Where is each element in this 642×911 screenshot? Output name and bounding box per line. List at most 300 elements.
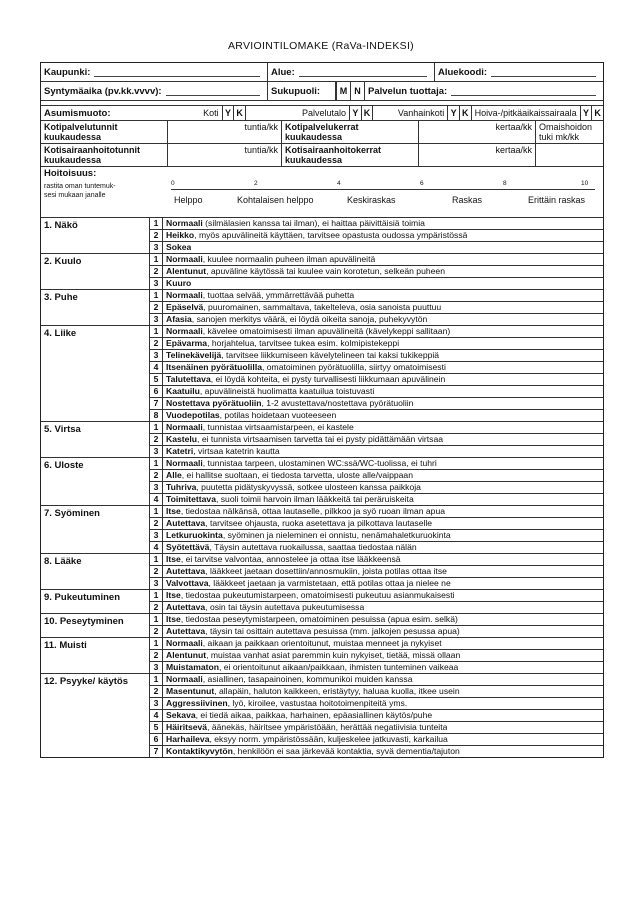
option-text (163, 494, 414, 505)
option-description: , omatoiminen pyörätuolilla, siirtyy omatoimisesti (261, 362, 446, 372)
option-text (163, 458, 437, 469)
category-name: 1. Näkö (41, 218, 150, 253)
option-number[interactable]: 1 (150, 554, 163, 565)
option-keyword: Alentunut (166, 266, 207, 276)
scale-tick: 6 (420, 180, 424, 187)
option-keyword: Sokea (166, 242, 192, 252)
option-row[interactable] (150, 302, 603, 314)
syntymaaika-field[interactable] (166, 87, 260, 96)
option-text (163, 338, 399, 349)
option-row[interactable] (150, 254, 603, 266)
assessment-categories (41, 218, 603, 757)
option-text (163, 722, 447, 733)
hoitoisuus-scale[interactable] (41, 167, 603, 218)
option-description: , suoli toimii harvoin ilman lääkkeitä tai peräruiskeita (215, 494, 414, 504)
koti-y-box[interactable]: Y (222, 106, 235, 120)
option-description: , puutetta pidätyskyvyssä, sotkee ulosteen kanssa paikkoja (196, 482, 421, 492)
option-number[interactable]: 1 (150, 290, 163, 301)
sukupuoli-cell (268, 82, 336, 100)
option-number[interactable]: 3 (150, 530, 163, 541)
palvelun-tuottaja-cell (365, 82, 603, 100)
kotipalvelukerrat-cell (282, 121, 419, 143)
option-keyword: Häiritsevä (166, 722, 208, 732)
option-row[interactable] (150, 362, 603, 374)
option-row[interactable] (150, 638, 603, 650)
option-row[interactable] (150, 734, 603, 746)
birth-row (41, 82, 603, 101)
option-number[interactable]: 3 (150, 242, 163, 253)
option-number[interactable]: 1 (150, 422, 163, 433)
option-description: , ei tiedä aikaa, paikkaa, harhainen, epäasiallinen käytös/puhe (195, 710, 433, 720)
kotipalvelukerrat-unit: kertaa/kk (495, 122, 532, 132)
hoiva-y-box[interactable]: Y (580, 106, 593, 120)
option-description: , ei hallitse suoltaan, ei tiedosta tarvetta, ulostе alle/vaippaan (181, 470, 413, 480)
option-number[interactable]: 2 (150, 434, 163, 445)
option-number[interactable]: 4 (150, 710, 163, 721)
palvelutalo-y-box[interactable]: Y (349, 106, 362, 120)
option-text (163, 326, 450, 337)
option-number[interactable]: 3 (150, 278, 163, 289)
option-number[interactable]: 2 (150, 518, 163, 529)
option-number[interactable]: 3 (150, 578, 163, 589)
option-keyword: Normaali (166, 422, 203, 432)
option-text (163, 590, 455, 601)
category-block (41, 614, 603, 638)
kaupunki-cell (41, 63, 268, 81)
location-row (41, 63, 603, 82)
option-description: , puuromainen, sammaltava, takelteleva, osia sanoista puuttuu (203, 302, 442, 312)
kotisairaanhoitokerrat-value-cell[interactable] (419, 144, 536, 166)
category-block (41, 422, 603, 458)
option-number[interactable]: 3 (150, 446, 163, 457)
option-description: , allapäin, haluton kaikkeen, eristäytyy, haluaa kuolla, itkee usein (214, 686, 460, 696)
option-text (163, 698, 407, 709)
category-block (41, 590, 603, 614)
option-description: , lääkkeet jaetaan ja varmistetaan, että potilas ottaa ja nielee ne (208, 578, 451, 588)
scale-note-2: sesi mukaan janalle (44, 192, 106, 199)
hoiva-label: Hoiva-/pitkäaikaissairaala (474, 108, 577, 118)
scale-tick: 2 (254, 180, 258, 187)
option-row[interactable] (150, 746, 603, 757)
option-number[interactable]: 2 (150, 302, 163, 313)
category-options (150, 218, 603, 253)
option-row[interactable] (150, 218, 603, 230)
omaishoidon-label: Omaishoidon tuki mk/kk (539, 122, 593, 142)
category-name: 11. Muisti (41, 638, 150, 673)
category-options (150, 506, 603, 553)
option-keyword: Autettava (166, 626, 206, 636)
assessment-form (40, 62, 604, 758)
option-keyword: Itse (166, 554, 181, 564)
option-number[interactable]: 1 (150, 590, 163, 601)
option-row[interactable] (150, 290, 603, 302)
option-row[interactable] (150, 650, 603, 662)
option-row[interactable] (150, 518, 603, 530)
option-row[interactable] (150, 230, 603, 242)
option-description: , lyö, kiroilee, vastustaa hoitotoimenpiteitä yms. (227, 698, 408, 708)
option-keyword: Masentunut (166, 686, 215, 696)
kotipalvelu-row (41, 121, 603, 144)
category-block (41, 506, 603, 554)
option-number[interactable]: 5 (150, 722, 163, 733)
category-options (150, 458, 603, 505)
category-options (150, 254, 603, 289)
option-keyword: Normaali (166, 638, 203, 648)
option-text (163, 422, 354, 433)
option-row[interactable] (150, 590, 603, 602)
scale-label-kohtalaisen: Kohtalaisen helppo (237, 195, 314, 205)
option-row[interactable] (150, 602, 603, 613)
option-number[interactable]: 2 (150, 626, 163, 637)
option-keyword: Autettava (166, 518, 206, 528)
option-row[interactable] (150, 422, 603, 434)
koti-k-box[interactable]: K (234, 106, 246, 120)
option-row[interactable] (150, 458, 603, 470)
option-row[interactable] (150, 542, 603, 553)
option-text (163, 506, 445, 517)
option-description: , muistaa vanhat asiat paremmin kuin nykyiset, tietää, missä ollaan (206, 650, 461, 660)
option-row[interactable] (150, 674, 603, 686)
palvelutalo-k-box[interactable]: K (362, 106, 374, 120)
koti-label: Koti (203, 108, 219, 118)
option-number[interactable]: 1 (150, 674, 163, 685)
option-text (163, 230, 467, 241)
palvelun-tuottaja-label: Palvelun tuottaja: (368, 85, 448, 97)
option-description: , kävelee omatoimisesti ilman apuvälineitä (kävelykeppi sallitaan) (202, 326, 451, 336)
option-keyword: Itse (166, 506, 181, 516)
option-row[interactable] (150, 722, 603, 734)
option-description: , henkilöön ei saa järkevää kontaktia, syvä dementia/tajuton (232, 746, 460, 756)
option-description: , tiedostaa peseytymistarpeen, omatoiminen pesuissa (apua esim. selkä) (180, 614, 458, 624)
option-description: , ei löydä kohteita, ei pysty turvallisesti liikkumaan apuvälinein (210, 374, 446, 384)
category-name: 9. Pukeutuminen (41, 590, 150, 613)
option-row[interactable] (150, 386, 603, 398)
option-number[interactable]: 1 (150, 254, 163, 265)
alue-label: Alue: (271, 66, 295, 78)
hoitoisuus-label: Hoitoisuus: (44, 168, 97, 179)
option-row[interactable] (150, 338, 603, 350)
sukupuoli-n-box[interactable]: N (351, 82, 365, 100)
option-row[interactable] (150, 314, 603, 325)
category-name: 6. Uloste (41, 458, 150, 505)
option-row[interactable] (150, 374, 603, 386)
option-text (163, 242, 191, 253)
asumismuoto-cell (41, 106, 222, 120)
option-text (163, 710, 432, 721)
syntymaaika-cell (41, 82, 268, 100)
category-options (150, 638, 603, 673)
option-keyword: Normaali (166, 674, 203, 684)
option-keyword: Normaali (166, 254, 203, 264)
option-number[interactable]: 1 (150, 326, 163, 337)
option-keyword: Normaali (166, 218, 203, 228)
category-block (41, 638, 603, 674)
option-row[interactable] (150, 242, 603, 253)
vanhainkoti-y-box[interactable]: Y (447, 106, 460, 120)
kotipalvelukerrat-value-cell[interactable] (419, 121, 536, 143)
category-name: 8. Lääke (41, 554, 150, 589)
option-row[interactable] (150, 530, 603, 542)
option-description: , ei tunnista virtsaamisen tarvetta tai ei pysty pidättämään virtsaa (197, 434, 444, 444)
scale-line[interactable] (171, 189, 595, 190)
option-description: , 1-2 avustettava/nostettava pyörätuoliin (261, 398, 414, 408)
category-name: 10. Peseytyminen (41, 614, 150, 637)
option-row[interactable] (150, 410, 603, 421)
option-row[interactable] (150, 434, 603, 446)
option-text (163, 626, 460, 637)
sukupuoli-m-box[interactable]: M (336, 82, 351, 100)
option-row[interactable] (150, 398, 603, 410)
option-text (163, 482, 421, 493)
option-keyword: Kontaktikyvytön (166, 746, 233, 756)
option-row[interactable] (150, 446, 603, 457)
kaupunki-field[interactable] (94, 68, 260, 77)
category-options (150, 590, 603, 613)
option-text (163, 254, 375, 265)
option-text (163, 314, 427, 325)
option-number[interactable]: 2 (150, 602, 163, 613)
option-keyword: Nostettava pyörätuoliin (166, 398, 262, 408)
option-keyword: Katetri (166, 446, 194, 456)
scale-tick: 0 (171, 180, 175, 187)
kotisairaanhoitokerrat-cell (282, 144, 419, 166)
option-row[interactable] (150, 494, 603, 505)
option-text (163, 662, 458, 673)
option-text (163, 410, 336, 421)
scale-label-helppo: Helppo (174, 195, 203, 205)
category-block (41, 326, 603, 422)
omaishoidon-cell (536, 121, 603, 143)
option-description: , tunnistaa virtsaamistarpeen, ei kastele (202, 422, 354, 432)
option-number[interactable]: 6 (150, 386, 163, 397)
category-options (150, 614, 603, 637)
option-number[interactable]: 1 (150, 506, 163, 517)
option-text (163, 650, 460, 661)
option-number[interactable]: 4 (150, 542, 163, 553)
option-row[interactable] (150, 614, 603, 626)
kotisairaanhoito-value-cell[interactable] (168, 144, 282, 166)
option-row[interactable] (150, 266, 603, 278)
option-description: , virtsaa katetrin kautta (193, 446, 280, 456)
option-number[interactable]: 1 (150, 614, 163, 625)
asumismuoto-label: Asumismuoto: (44, 107, 111, 119)
option-keyword: Harhaileva (166, 734, 210, 744)
category-block (41, 290, 603, 326)
category-name: 2. Kuulo (41, 254, 150, 289)
option-text (163, 686, 460, 697)
category-name: 7. Syöminen (41, 506, 150, 553)
option-row[interactable] (150, 626, 603, 637)
kotisairaanhoitokerrat-unit: kertaa/kk (495, 145, 532, 155)
option-row[interactable] (150, 566, 603, 578)
option-description: , ei tarvitse valvontaa, annostelee ja ottaa itse lääkkeensä (180, 554, 401, 564)
option-keyword: Kastelu (166, 434, 198, 444)
option-text (163, 566, 447, 577)
option-description: , apuvälineistä huolimatta kaatuilua toistuvasti (199, 386, 375, 396)
option-text (163, 278, 191, 289)
kotipalvelu-value-cell[interactable] (168, 121, 282, 143)
option-keyword: Tuhriva (166, 482, 197, 492)
option-row[interactable] (150, 578, 603, 589)
option-number[interactable]: 2 (150, 470, 163, 481)
option-number[interactable]: 7 (150, 398, 163, 409)
option-keyword: Normaali (166, 290, 203, 300)
kotisairaanhoito-unit: tuntia/kk (244, 145, 278, 155)
option-text (163, 266, 445, 277)
option-number[interactable]: 2 (150, 230, 163, 241)
category-block (41, 554, 603, 590)
asumismuoto-row (41, 106, 603, 121)
option-row[interactable] (150, 470, 603, 482)
option-number[interactable]: 4 (150, 494, 163, 505)
option-keyword: Itse (166, 590, 181, 600)
alue-cell (268, 63, 435, 81)
option-description: , tiedostaa nälkänsä, ottaa lautaselle, pilkkoo ja syö ruoan ilman apua (180, 506, 445, 516)
option-row[interactable] (150, 482, 603, 494)
option-keyword: Muistamaton (166, 662, 219, 672)
option-keyword: Autettava (166, 566, 206, 576)
option-keyword: Letkuruokinta (166, 530, 223, 540)
option-keyword: Sekava (166, 710, 196, 720)
scale-note-1: rastita oman tuntemuk- (44, 183, 116, 190)
category-block (41, 458, 603, 506)
option-text (163, 734, 448, 745)
option-row[interactable] (150, 278, 603, 289)
aluekoodi-field[interactable] (491, 68, 596, 77)
option-description: , tiedostaa pukeutumistarpeen, omatoimisesti pukeutuu asianmukaisesti (180, 590, 455, 600)
kotipalvelu-label: Kotipalvelutunnit kuukaudessa (44, 122, 118, 142)
category-name: 12. Psyyke/ käytös (41, 674, 150, 757)
option-description: , tarvitsee ohjausta, ruoka asetettava ja pilkottava lautaselle (205, 518, 433, 528)
option-number[interactable]: 3 (150, 350, 163, 361)
option-text (163, 518, 432, 529)
scale-label-raskas: Raskas (452, 195, 483, 205)
option-text (163, 374, 445, 385)
option-number[interactable]: 5 (150, 374, 163, 385)
option-description: , täysin tai osittain autettava pesuissa (mm. jalkojen pesussa apua) (205, 626, 460, 636)
option-keyword: Toimitettava (166, 494, 216, 504)
scale-tick: 10 (581, 180, 589, 187)
option-row[interactable] (150, 350, 603, 362)
option-keyword: Afasia (166, 314, 192, 324)
option-number[interactable]: 1 (150, 638, 163, 649)
scale-label-erittain: Erittäin raskas (528, 195, 586, 205)
option-keyword: Syötettävä (166, 542, 210, 552)
option-row[interactable] (150, 506, 603, 518)
alue-field[interactable] (299, 68, 427, 77)
option-keyword: Alentunut (166, 650, 207, 660)
option-row[interactable] (150, 326, 603, 338)
option-number[interactable]: 1 (150, 458, 163, 469)
option-row[interactable] (150, 662, 603, 673)
option-row[interactable] (150, 554, 603, 566)
option-keyword: Valvottava (166, 578, 209, 588)
option-description: , ei orientoitunut aikaan/paikkaan, ihmisten tunteminen vaikeaa (219, 662, 459, 672)
page-title: ARVIOINTILOMAKE (RaVa-INDEKSI) (228, 40, 414, 52)
option-number[interactable]: 2 (150, 338, 163, 349)
option-text (163, 614, 458, 625)
option-description: , tuottaa selvää, ymmärrettävää puhetta (202, 290, 355, 300)
option-description: , asiallinen, tasapainoinen, kommunikoi muiden kanssa (202, 674, 413, 684)
option-text (163, 302, 441, 313)
palvelutalo-label: Palvelutalo (301, 108, 346, 118)
category-name: 3. Puhe (41, 290, 150, 325)
option-text (163, 434, 443, 445)
option-keyword: Heikko (166, 230, 195, 240)
option-row[interactable] (150, 686, 603, 698)
category-options (150, 554, 603, 589)
option-description: , Täysin autettava ruokailussa, saattaa tiedostaa nälän (209, 542, 417, 552)
option-number[interactable]: 2 (150, 266, 163, 277)
option-number[interactable]: 2 (150, 650, 163, 661)
option-description: , tarvitsee liikkumiseen kävelytelineen tai kaksi tukikeppiä (221, 350, 440, 360)
kotipalvelukerrat-label: Kotipalvelukerrat kuukaudessa (285, 122, 359, 142)
option-description: , myös apuvälineitä käyttäen, tarvitsee opastusta oudossa ympäristössä (194, 230, 468, 240)
scale-label-keskiraskas: Keskiraskas (347, 195, 396, 205)
option-text (163, 398, 413, 409)
option-row[interactable] (150, 698, 603, 710)
option-number[interactable]: 7 (150, 746, 163, 757)
omaishoidon-value-cell[interactable] (536, 144, 603, 166)
option-description: (silmälasien kanssa tai ilman), ei haittaa päivittäisiä toimia (202, 218, 425, 228)
option-description: , horjahtelua, tarvitsee tukea esim. kolmipistekeppi (207, 338, 400, 348)
option-description: , äänekäs, häiritsee ympäristöään, herättää negatiivisia tunteita (207, 722, 448, 732)
vanhainkoti-k-box[interactable]: K (460, 106, 472, 120)
category-block (41, 254, 603, 290)
hoiva-k-box[interactable]: K (594, 108, 601, 118)
palvelun-tuottaja-field[interactable] (451, 87, 596, 96)
kotisairaanhoito-cell (41, 144, 168, 166)
option-text (163, 446, 280, 457)
option-text (163, 362, 446, 373)
option-keyword: Epäselvä (166, 302, 204, 312)
kaupunki-label: Kaupunki: (44, 66, 91, 78)
scale-tick: 8 (503, 180, 507, 187)
syntymaaika-label: Syntymäaika (pv.kk.vvvv): (44, 85, 162, 97)
option-number[interactable]: 1 (150, 218, 163, 229)
option-number[interactable]: 4 (150, 362, 163, 373)
option-description: , apuväline käytössä tai kuulee vain korotetun, selkeän puheen (206, 266, 445, 276)
category-options (150, 422, 603, 457)
option-number[interactable]: 8 (150, 410, 163, 421)
option-keyword: Vuodepotilas (166, 410, 220, 420)
option-number[interactable]: 6 (150, 734, 163, 745)
kotisairaanhoitokerrat-label: Kotisairaanhoitokerrat kuukaudessa (285, 145, 382, 165)
scale-tick: 4 (337, 180, 341, 187)
category-options (150, 326, 603, 421)
option-number[interactable]: 3 (150, 698, 163, 709)
option-text (163, 746, 460, 757)
kotipalvelu-unit: tuntia/kk (244, 122, 278, 132)
option-number[interactable]: 2 (150, 686, 163, 697)
option-text (163, 602, 364, 613)
option-number[interactable]: 3 (150, 314, 163, 325)
option-number[interactable]: 3 (150, 662, 163, 673)
option-keyword: Alle (166, 470, 182, 480)
palvelutalo-cell (246, 106, 349, 120)
option-keyword: Kaatuilu (166, 386, 200, 396)
vanhainkoti-label: Vanhainkoti (397, 108, 445, 118)
option-keyword: Itse (166, 614, 181, 624)
option-number[interactable]: 2 (150, 566, 163, 577)
option-text (163, 218, 425, 229)
option-number[interactable]: 3 (150, 482, 163, 493)
option-keyword: Epävarma (166, 338, 208, 348)
option-text (163, 530, 451, 541)
sukupuoli-label: Sukupuoli: (271, 85, 321, 97)
option-row[interactable] (150, 710, 603, 722)
option-description: , eksyy norm. ympäristössään, kuljeskelee jatkuvasti, karkailua (209, 734, 448, 744)
